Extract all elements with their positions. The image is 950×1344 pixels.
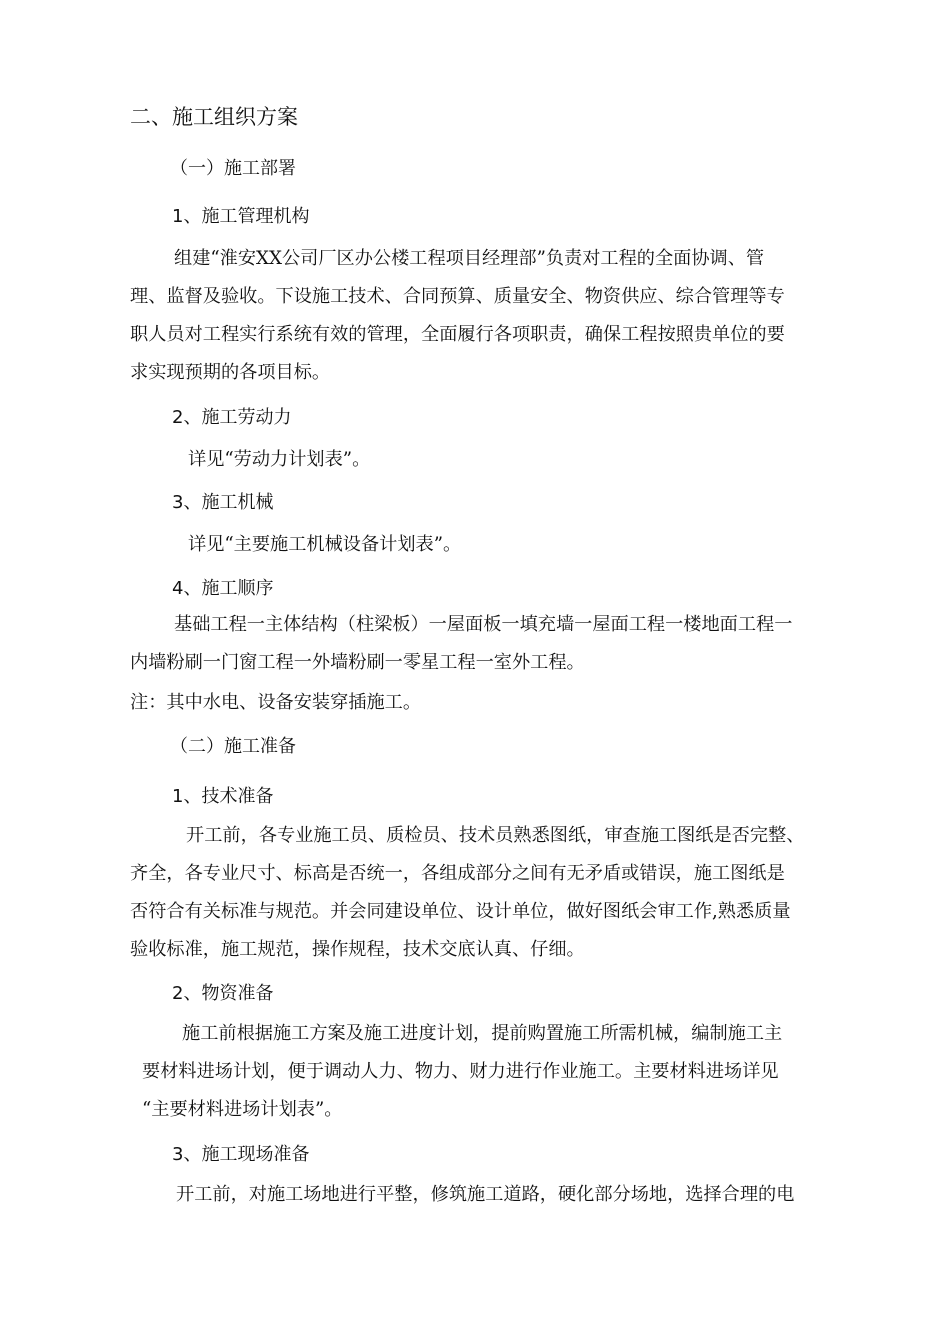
paragraph-line: 开工前，对施工场地进行平整，修筑施工道路，硬化部分场地，选择合理的电 [176,1184,795,1205]
subsection-heading-management: 1、施工管理机构 [172,206,310,227]
subsection-heading-technical: 1、技术准备 [172,786,274,807]
section-heading-preparation: （二）施工准备 [170,736,296,757]
subsection-heading-materials: 2、物资准备 [172,983,274,1004]
paragraph-line: 组建“淮安XX公司厂区办公楼工程项目经理部”负责对工程的全面协调、管 [174,248,765,269]
paragraph-line: 施工前根据施工方案及施工进度计划，提前购置施工所需机械，编制施工主 [182,1023,783,1044]
subsection-heading-sequence: 4、施工顺序 [172,578,274,599]
paragraph-line: 职人员对工程实行系统有效的管理，全面履行各项职责，确保工程按照贵单位的要 [130,324,785,345]
paragraph-line: 基础工程一主体结构（柱梁板）一屋面板一填充墙一屋面工程一楼地面工程一 [174,614,793,635]
paragraph-line: 要材料进场计划，便于调动人力、物力、财力进行作业施工。主要材料进场详见 [142,1061,779,1082]
note-line: 注：其中水电、设备安装穿插施工。 [130,692,422,713]
section-heading-deployment: （一）施工部署 [170,158,296,179]
paragraph-line: 理、监督及验收。下设施工技术、合同预算、质量安全、物资供应、综合管理等专 [130,286,785,307]
paragraph-line: 否符合有关标准与规范。并会同建设单位、设计单位，做好图纸会审工作,熟悉质量 [130,901,791,922]
paragraph-line: 内墙粉刷一门窗工程一外墙粉刷一零星工程一室外工程。 [130,652,585,673]
paragraph-line: 详见“主要施工机械设备计划表”。 [188,534,462,555]
paragraph-line: 齐全，各专业尺寸、标高是否统一，各组成部分之间有无矛盾或错误，施工图纸是 [130,863,785,884]
paragraph-line: 验收标准，施工规范，操作规程，技术交底认真、仔细。 [130,939,585,960]
subsection-heading-machinery: 3、施工机械 [172,492,274,513]
document-title: 二、施工组织方案 [130,105,298,129]
paragraph-line: 开工前，各专业施工员、质检员、技术员熟悉图纸，审查施工图纸是否完整、 [186,825,805,846]
subsection-heading-labor: 2、施工劳动力 [172,407,292,428]
subsection-heading-site: 3、施工现场准备 [172,1144,310,1165]
paragraph-line: 详见“劳动力计划表”。 [188,449,371,470]
paragraph-line: “主要材料进场计划表”。 [142,1099,343,1120]
paragraph-line: 求实现预期的各项目标。 [130,362,331,383]
